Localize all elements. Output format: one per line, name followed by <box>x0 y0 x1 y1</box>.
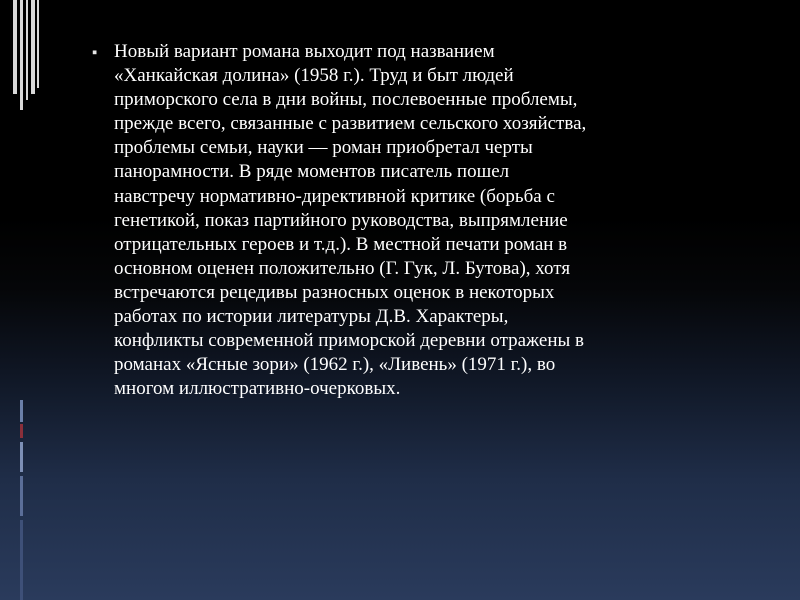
decor-bar <box>20 424 23 438</box>
decor-bar <box>37 0 39 88</box>
text-line: многом иллюстративно-очерковых. <box>114 378 401 400</box>
text-line: конфликты современной приморской деревни отражены в <box>114 330 585 352</box>
text-line: проблемы семьи, науки — роман приобретал черты <box>114 137 533 159</box>
bullet-item <box>92 40 762 401</box>
text-line: прежде всего, связанные с развитием сельского хозяйства, <box>114 113 587 135</box>
text-line: встречаются рецедивы разносных оценок в некоторых <box>114 281 555 303</box>
text-line: основном оценен положительно (Г. Гук, Л. Бутова), хотя <box>114 257 571 279</box>
bullet-marker: ▪ <box>92 45 98 61</box>
text-line: Новый вариант романа выходит под названием <box>114 41 495 62</box>
decorative-bars-top <box>13 0 43 120</box>
decor-bar <box>20 476 23 516</box>
decorative-bars-bottom <box>14 400 34 600</box>
text-line: «Ханкайская долина» (1958 г.). Труд и быт людей <box>114 65 514 87</box>
text-line: отрицательных героев и т.д.). В местной печати роман в <box>114 233 568 255</box>
decor-bar <box>20 400 23 422</box>
text-line: генетикой, показ партийного руководства, выпрямление <box>114 209 568 231</box>
content-area <box>92 40 762 401</box>
bullet-text <box>114 40 586 401</box>
text-line: навстречу нормативно-директивной критике (борьба с <box>114 185 555 207</box>
decor-bar <box>31 0 35 94</box>
text-line: приморского села в дни войны, послевоенные проблемы, <box>114 89 578 111</box>
text-line: работах по истории литературы Д.В. Характеры, <box>114 306 509 328</box>
decor-bar <box>20 520 23 600</box>
decor-bar <box>20 442 23 472</box>
text-line: романах «Ясные зори» (1962 г.), «Ливень» (1971 г.), во <box>114 354 556 376</box>
decor-bar <box>13 0 17 94</box>
text-line: панорамности. В ряде моментов писатель пошел <box>114 161 510 183</box>
decor-bar <box>20 0 23 110</box>
decor-bar <box>26 0 28 100</box>
